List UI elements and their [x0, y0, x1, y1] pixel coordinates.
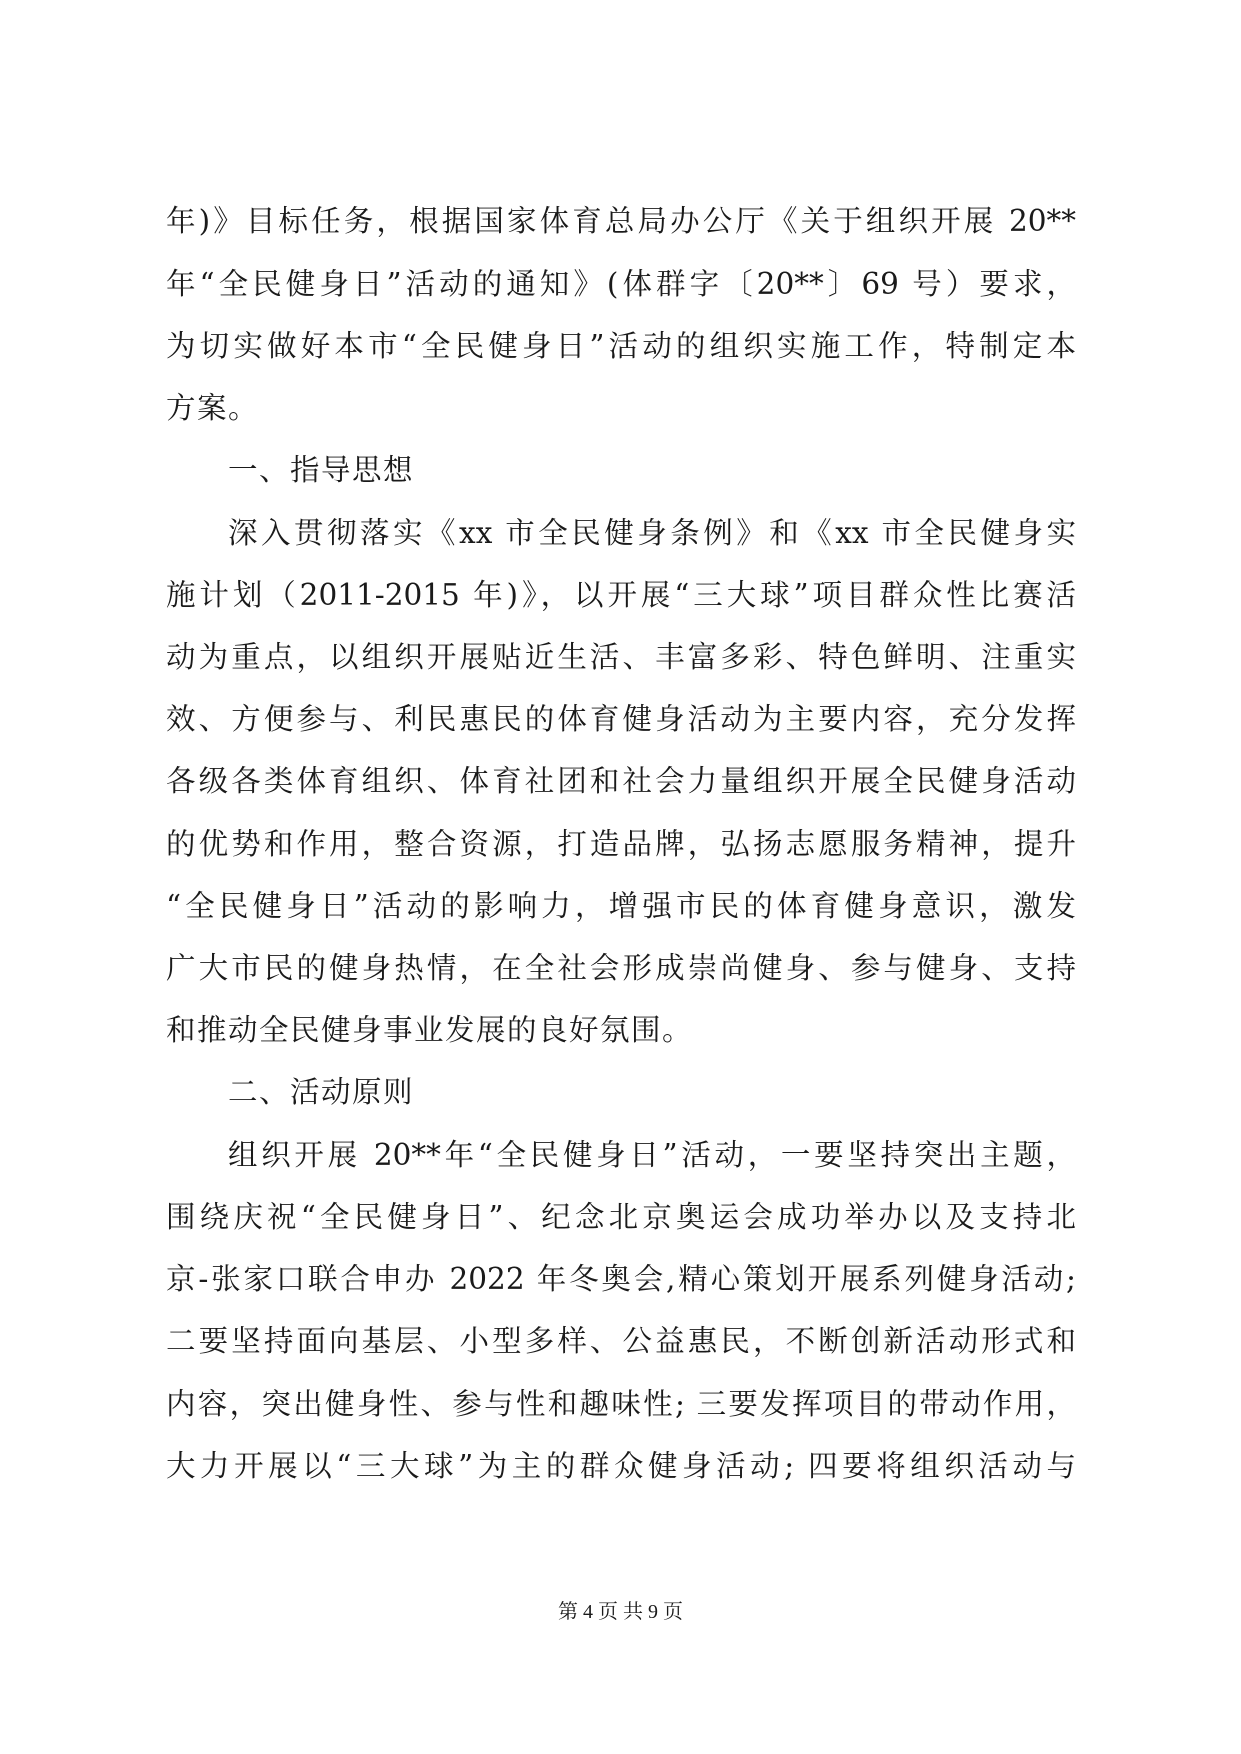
body-line: 各级各类体育组织、体育社团和社会力量组织开展全民健身活动 — [166, 764, 1076, 798]
body-line: 施计划（2011-2015 年)》，以开展“三大球”项目群众性比赛活 — [166, 578, 1076, 612]
page-footer: 第 4 页 共 9 页 — [558, 1601, 683, 1623]
section-heading-1: 一、指导思想 — [228, 453, 415, 487]
body-line: 方案。 — [166, 391, 260, 425]
body-line: 年“全民健身日”活动的通知》(体群字〔20**〕69 号）要求， — [166, 267, 1076, 301]
body-line: 围绕庆祝“全民健身日”、纪念北京奥运会成功举办以及支持北 — [166, 1200, 1076, 1234]
body-line: 动为重点，以组织开展贴近生活、丰富多彩、特色鲜明、注重实 — [166, 640, 1076, 674]
body-line: 为切实做好本市“全民健身日”活动的组织实施工作，特制定本 — [166, 329, 1076, 363]
body-line: “全民健身日”活动的影响力，增强市民的体育健身意识，激发 — [166, 889, 1076, 923]
body-line: 效、方便参与、利民惠民的体育健身活动为主要内容，充分发挥 — [166, 702, 1076, 736]
body-line: 二要坚持面向基层、小型多样、公益惠民，不断创新活动形式和 — [166, 1324, 1076, 1358]
body-line: 大力开展以“三大球”为主的群众健身活动; 四要将组织活动与 — [166, 1449, 1076, 1483]
body-line: 内容，突出健身性、参与性和趣味性; 三要发挥项目的带动作用， — [166, 1387, 1076, 1421]
body-line: 年)》目标任务，根据国家体育总局办公厅《关于组织开展 20** — [166, 204, 1076, 238]
body-line: 和推动全民健身事业发展的良好氛围。 — [166, 1013, 694, 1047]
body-line: 广大市民的健身热情，在全社会形成崇尚健身、参与健身、支持 — [166, 951, 1076, 985]
body-line: 京-张家口联合申办 2022 年冬奥会,精心策划开展系列健身活动; — [166, 1262, 1076, 1296]
body-line: 的优势和作用，整合资源，打造品牌，弘扬志愿服务精神，提升 — [166, 827, 1076, 861]
section-heading-2: 二、活动原则 — [228, 1075, 415, 1109]
body-line: 组织开展 20**年“全民健身日”活动，一要坚持突出主题， — [228, 1138, 1076, 1172]
body-line: 深入贯彻落实《xx 市全民健身条例》和《xx 市全民健身实 — [228, 516, 1076, 550]
